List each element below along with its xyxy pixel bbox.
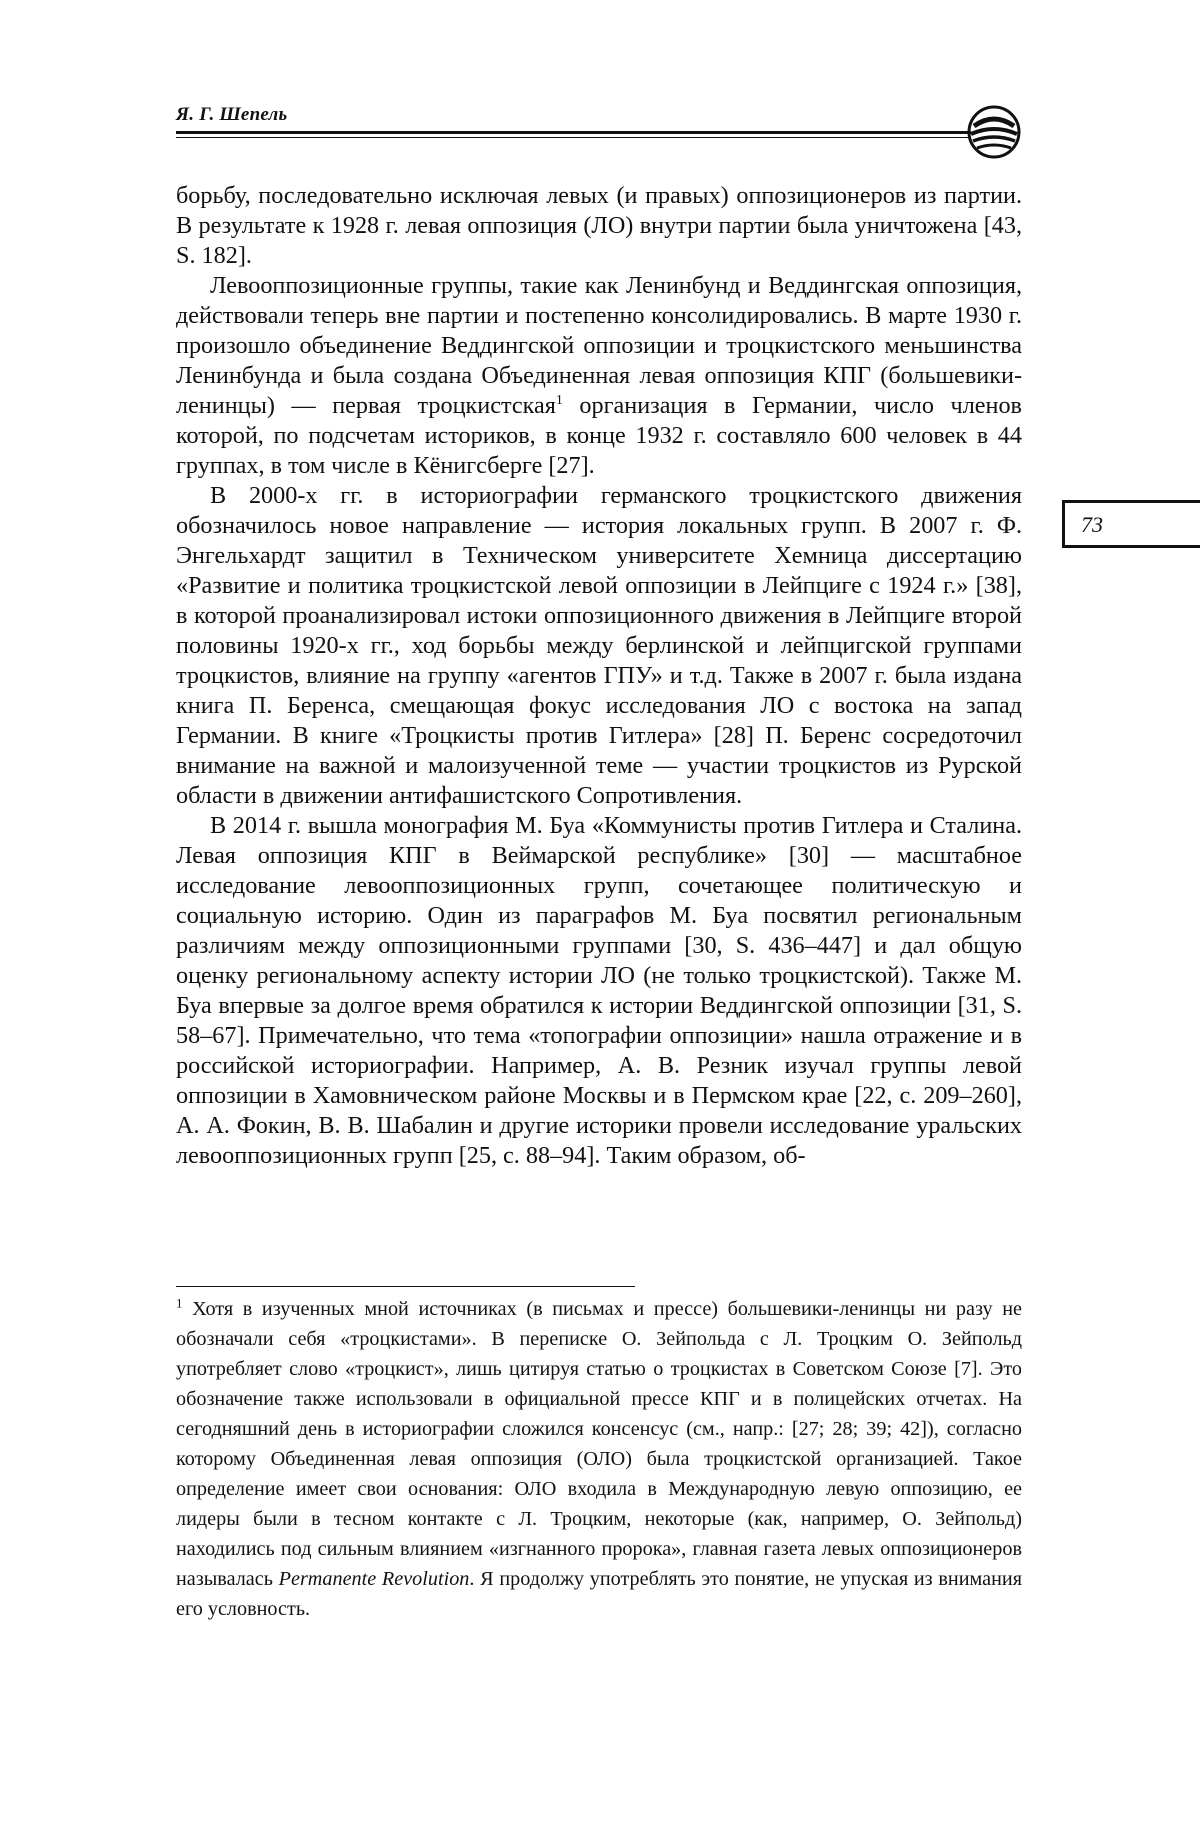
journal-logo-icon xyxy=(966,104,1022,160)
paragraph-2 xyxy=(176,271,1022,481)
footnote-separator xyxy=(176,1286,635,1287)
paragraph-3: В 2000-х гг. в историографии германского троцкистского движения обозначилось новое направление — история локальных групп. В 2007 г. Ф. Энгельхардт защитил в Техническом университете Хемница диссертацию «Развитие и политика троцкистской левой оппозиции в Лейпциге с 1924 г.» [38], в которой проанализировал истоки оппозиционного движения в Лейпциге второй половины 1920-х гг., ход борьбы между берлинской и лейпцигской группами троцкистов, влияние на группу «агентов ГПУ» и т.д. Также в 2007 г. была издана книга П. Беренса, смещающая фокус исследования ЛО с востока на запад Германии. В книге «Троцкисты против Гитлера» [28] П. Беренс сосредоточил внимание на важной и малоизученной теме — участии троцкистов из Рурской области в движении антифашистского Сопротивления. xyxy=(176,482,1022,809)
paragraph-1: борьбу, последовательно исключая левых (и правых) оппозиционеров из партии. В результате к 1928 г. левая оппозиция (ЛО) внутри партии была уничтожена [43, S. 182]. xyxy=(176,182,1022,269)
footnote-text-a: Хотя в изученных мной источниках (в письмах и прессе) большевики-ленинцы ни разу не обозначали себя «троцкистами». В переписке О. Зейпольда с Л. Троцким О. Зейпольд употребляет слово «троцкист», лишь цитируя статью о троцкистах в Советском Союзе [7]. Это обозначение также использовали в официальной прессе КПГ и в полицейских отчетах. На сегодняшний день в историографии сложился консенсус (см., напр.: [27; 28; 39; 42]), согласно которому Объединенная левая оппозиция (ОЛО) была троцкистской организацией. Такое определение имеет свои основания: ОЛО входила в Международную левую оппозицию, ее лидеры были в тесном контакте с Л. Троцким, некоторые (как, например, О. Зейпольд) находились под сильным влиянием «изгнанного пророка», главная газета левых оппозиционеров называлась xyxy=(176,1298,1022,1590)
page-number-box xyxy=(1062,500,1200,548)
footnote-mark: 1 xyxy=(176,1295,183,1311)
paragraph-2-part-a: Левооппозиционные группы, такие как Ленинбунд и Веддингская оппозиция, действовали теперь вне партии и постепенно консолидировались. В марте 1930 г. произошло объединение Веддингской оппозиции и троцкистского меньшинства Ленинбунда и была создана Объединенная левая оппозиция КПГ (большевики-ленинцы) — первая троцкистская xyxy=(176,272,1022,419)
page-number: 73 xyxy=(1081,512,1103,537)
header-rule-thick xyxy=(176,131,971,134)
footnote-1 xyxy=(176,1294,1022,1624)
footnote xyxy=(176,1294,1022,1624)
paragraph-2-part-b: организация в Германии, число членов которой, по подсчетам историков, в конце 1932 г. составляло 600 человек в 44 группах, в том числе в Кёнигсберге [27]. xyxy=(176,392,1022,479)
footnote-ref-1: 1 xyxy=(555,392,563,408)
author-name: Я. Г. Шепель xyxy=(176,104,288,125)
footnote-text-b: . Я продолжу употреблять это понятие, не упуская из внимания его условность. xyxy=(176,1568,1022,1620)
footnote-italic-title: Permanente Revolution xyxy=(278,1568,470,1590)
main-text xyxy=(176,181,1022,1171)
paragraph-4: В 2014 г. вышла монография М. Буа «Коммунисты против Гитлера и Сталина. Левая оппозиция КПГ в Веймарской республике» [30] — масштабное исследование левооппозиционных групп, сочетающее политическую и социальную историю. Один из параграфов М. Буа посвятил региональным различиям между оппозиционными группами [30, S. 436–447] и дал общую оценку региональному аспекту истории ЛО (не только троцкистской). Также М. Буа впервые за долгое время обратился к истории Веддингской оппозиции [31, S. 58–67]. Примечательно, что тема «топографии оппозиции» нашла отражение и в российской историографии. Например, А. В. Резник изучал группы левой оппозиции в Хамовническом районе Москвы и в Пермском крае [22, с. 209–260], А. А. Фокин, В. В. Шабалин и другие историки провели исследование уральских левооппозиционных групп [25, с. 88–94]. Таким образом, об- xyxy=(176,812,1022,1169)
running-header xyxy=(176,104,1018,144)
header-rule-thin xyxy=(176,137,971,138)
